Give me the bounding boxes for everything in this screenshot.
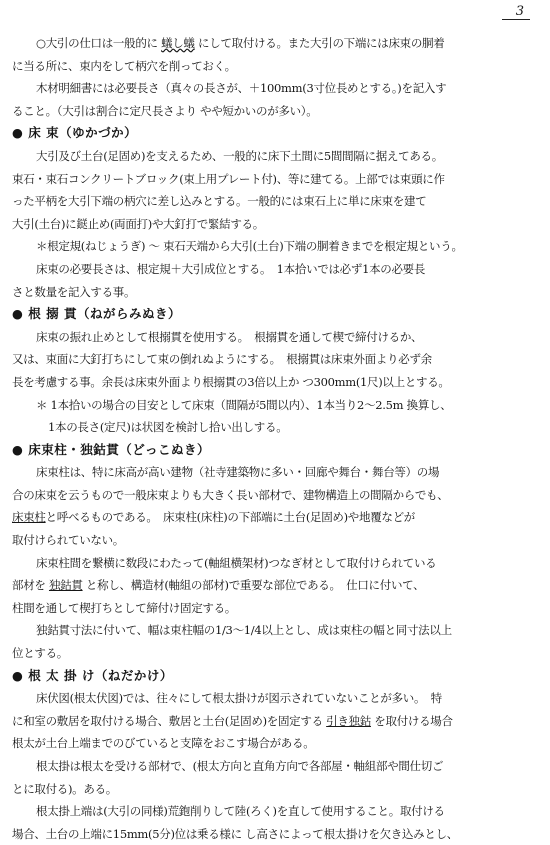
text-line bbox=[12, 778, 542, 801]
text-segment: 独鈷貫寸法に付いて、幅は束柱幅の1/3〜1/4以上とし、成は束柱の幅と同寸法以上 bbox=[36, 623, 452, 638]
text-segment: 床束の必要長さは、根定規＋大引成位とする。 1本拾いでは必ず1本の必要長 bbox=[36, 261, 426, 276]
text-line bbox=[12, 394, 542, 417]
text-segment: さと数量を記入する事。 bbox=[12, 284, 136, 299]
text-segment: ること。（大引は割合に定尺長さより やや短かいのが多い）。 bbox=[12, 103, 318, 118]
underlined-term: 蟻し蟻 bbox=[161, 36, 195, 50]
text-segment: とに取付る)。ある。 bbox=[12, 781, 117, 796]
text-segment: 根太が土台上端までのびていると支障をおこす場合がある。 bbox=[12, 736, 315, 751]
text-segment: 床束柱間を繋横に数段にわたって(軸組横架材)つなぎ材として取付けられている bbox=[36, 555, 437, 570]
text-segment: 1本の長さ(定尺)は状図を検討し拾い出しする。 bbox=[48, 420, 288, 435]
underlined-term: 引き独鈷 bbox=[326, 713, 371, 728]
text-line bbox=[12, 416, 542, 439]
text-segment: 又は、束面に大釘打ちにして束の倒れぬようにする。 根搦貫は床束外面より必ず余 bbox=[12, 352, 432, 367]
text-line bbox=[12, 529, 542, 552]
text-segment: 床束の振れ止めとして根搦貫を使用する。 根搦貫を通して楔で締付けるか、 bbox=[36, 329, 423, 344]
underlined-term: 独鈷貫 bbox=[48, 578, 83, 593]
text-segment: 床束柱は、特に床高が高い建物（社寺建築物に多い・回廊や舞台・舞台等）の場 bbox=[36, 465, 440, 480]
text-segment: 場合、土台の上端に15mm(5分)位は乗る様に し高さによって根太掛けを欠き込みとし、 bbox=[12, 826, 458, 841]
text-line bbox=[12, 574, 542, 597]
text-segment: ● 床束柱・独鈷貫（どっこぬき） bbox=[12, 441, 211, 457]
page-body bbox=[12, 32, 542, 845]
text-segment: ＊ 1本拾いの場合の目安として床束（間隔が5間以内）、1本当り2〜2.5m 換算し、 bbox=[36, 397, 452, 412]
text-line bbox=[12, 800, 542, 823]
text-line bbox=[12, 506, 542, 529]
text-line bbox=[12, 755, 542, 778]
text-segment: 長を考慮する事。余長は床束外面より根搦貫の3倍以上か つ300mm(1尺)以上とする。 bbox=[12, 374, 450, 389]
section-heading bbox=[12, 665, 542, 688]
section-heading bbox=[12, 122, 542, 145]
text-line bbox=[12, 100, 542, 123]
text-line bbox=[12, 687, 542, 710]
text-line bbox=[12, 823, 542, 845]
text-line bbox=[12, 484, 542, 507]
text-line bbox=[12, 642, 542, 665]
text-segment: 位とする。 bbox=[12, 646, 68, 661]
text-line bbox=[12, 168, 542, 191]
text-line bbox=[12, 461, 542, 484]
text-segment: 根太掛は根太を受ける部材で、(根太方向と直角方向で各部屋・軸組部や間仕切ご bbox=[36, 759, 444, 773]
text-line bbox=[12, 326, 542, 349]
text-segment: 合の床束を云うもので一般床束よりも大きく長い部材で、建物構造上の間隔からでも、 bbox=[12, 487, 449, 502]
text-line bbox=[12, 619, 542, 642]
text-line bbox=[12, 371, 542, 394]
text-line bbox=[12, 55, 542, 78]
text-segment: にして取付ける。また大引の下端には床束の胴着 bbox=[194, 36, 445, 50]
text-line bbox=[12, 597, 542, 620]
text-line bbox=[12, 552, 542, 575]
text-line bbox=[12, 77, 542, 100]
text-line bbox=[12, 213, 542, 236]
text-segment: ● 根 搦 貫（ねがらみぬき） bbox=[12, 306, 181, 322]
text-segment: ＊根定規(ねじょうぎ) 〜 束石天端から大引(土台)下端の胴着きまでを根定規という。 bbox=[36, 239, 463, 254]
text-segment: を取付ける場合 bbox=[370, 713, 453, 728]
text-segment: ○大引の仕口は一般的に bbox=[36, 36, 162, 50]
text-segment: と呼べるものである。 床束柱(床柱)の下部端に土台(足固め)や地覆などが bbox=[45, 510, 416, 525]
text-line bbox=[12, 190, 542, 213]
text-segment: に当る所に、束内をして柄穴を削っておく。 bbox=[12, 58, 236, 73]
text-segment: 木材明細書には必要長さ（真々の長さが、＋100mm(3寸位長めとする。)を記入す bbox=[36, 81, 447, 96]
text-line bbox=[12, 258, 542, 281]
text-segment: 床伏図(根太伏図)では、往々にして根太掛けが図示されていないことが多い。 特 bbox=[36, 691, 442, 706]
text-segment: 大引及び土台(足固め)を支えるため、一般的に床下土間に5間間隔に据えてある。 bbox=[36, 148, 443, 163]
text-segment: に和室の敷居を取付ける場合、敷居と土台(足固め)を固定する bbox=[12, 713, 327, 728]
text-line bbox=[12, 348, 542, 371]
text-segment: 取付けられていない。 bbox=[12, 533, 124, 548]
text-line bbox=[12, 235, 542, 258]
text-line bbox=[12, 710, 542, 733]
text-line bbox=[12, 281, 542, 304]
text-segment: ● 根 太 掛 け（ねだかけ） bbox=[12, 667, 173, 683]
text-line bbox=[12, 732, 542, 755]
text-segment: 柱間を通して楔打ちとして締付け固定する。 bbox=[12, 600, 236, 615]
section-heading bbox=[12, 439, 542, 462]
text-segment: 大引(土台)に鎹止め(両面打)や大釘打で緊結する。 bbox=[12, 216, 264, 231]
text-segment: ● 床 束（ゆかづか） bbox=[12, 125, 138, 141]
text-segment: 部材を bbox=[12, 578, 49, 593]
text-segment: と称し、構造材(軸組の部材)で重要な部位である。 仕口に付いて、 bbox=[82, 578, 425, 593]
text-line bbox=[12, 32, 542, 55]
text-segment: 根太掛上端は(大引の同様)荒鉋削りして陸(ろく)を直して使用すること。取付ける bbox=[36, 804, 445, 819]
text-line bbox=[12, 145, 542, 168]
page-number: 3 bbox=[502, 4, 530, 20]
section-heading bbox=[12, 303, 542, 326]
text-segment: った平柄を大引下端の柄穴に差し込みとする。一般的には束石上に単に床束を建て bbox=[12, 194, 427, 209]
text-segment: 束石・束石コンクリートブロック(束上用プレート付)、等に建てる。上部では束頭に作 bbox=[12, 171, 445, 186]
underlined-term: 床束柱 bbox=[12, 510, 46, 525]
